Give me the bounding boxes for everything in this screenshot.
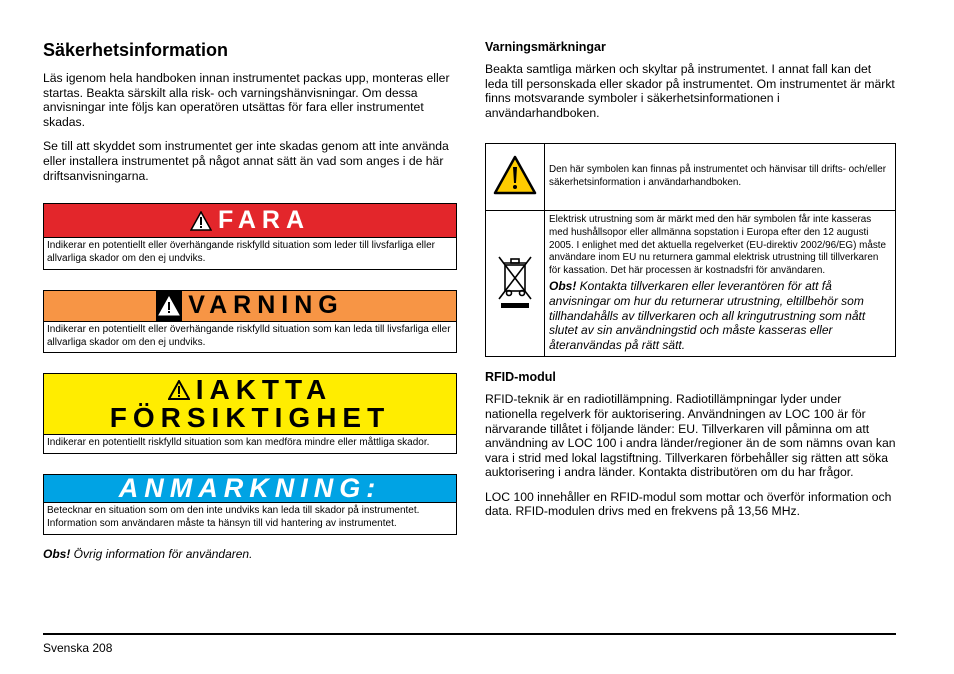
footer-page-number: 208 <box>92 641 113 655</box>
warning-text: Indikerar en potentiellt eller överhängande riskfylld situation som kan leda till livsfarliga eller allvarliga skador om den ej undviks. <box>44 321 456 353</box>
obs-label: Obs! <box>43 546 71 561</box>
notice-box <box>43 474 457 535</box>
warning-label: VARNING <box>188 291 344 320</box>
weee-crossed-bin-icon <box>495 251 535 311</box>
notice-label: ANMARKNING: <box>118 473 382 504</box>
obs-text: Övrig information för användaren. <box>70 546 253 561</box>
warning-labels-heading: Varningsmärkningar <box>485 40 606 54</box>
page-footer <box>43 633 896 655</box>
obs-label: Obs! <box>549 279 577 294</box>
left-column <box>43 38 457 561</box>
caution-text: Indikerar en potentiellt riskfylld situation som kan medföra mindre eller måttliga skador. <box>44 434 456 453</box>
notice-text: Betecknar en situation som om den inte undviks kan leda till skador på instrumentet. Information som användaren måste ta hänsyn till vid hantering av instrumentet. <box>44 502 456 534</box>
section-title: Säkerhetsinformation <box>43 40 229 60</box>
right-column <box>485 38 896 529</box>
danger-header <box>44 204 456 237</box>
symbol-description: Den här symbolen kan finnas på instrumentet och hänvisar till drifts- och/eller säkerhetsinformation i användarhandboken. <box>545 144 896 211</box>
caution-label-line1: IAKTTA <box>195 374 333 406</box>
obs-text: Kontakta tillverkaren eller leverantören för att få anvisningar om hur du returnerar utrustning, eltillbehör som tillhandahålls av tillverkaren och all kringutrustning som nått slutet av sin användningstid och måste kasseras eller återanvändas på rätt sätt. <box>549 279 866 352</box>
symbols-table <box>485 143 896 357</box>
caution-box <box>43 373 457 454</box>
danger-label: FARA <box>217 206 311 235</box>
warning-box <box>43 290 457 354</box>
intro-paragraph: Läs igenom hela handboken innan instrumentet packas upp, monteras eller startas. Beakta särskilt alla risk- och varningshänvisningar. Om dessa anvisningar inte följs kan operatören utsättas för fara eller instrumentet skadas. <box>43 71 450 129</box>
warning-triangle-icon <box>190 211 212 231</box>
warning-header <box>44 291 456 321</box>
protection-paragraph: Se till att skyddet som instrumentet ger inte skadas genom att inte använda eller installera instrumentet på något annat sätt än vad som anges i de här driftsanvisningarna. <box>43 139 449 183</box>
rfid-module-paragraph: LOC 100 innehåller en RFID-modul som mottar och överför information och data. RFID-modulen drivs med en frekvens på 13,56 MHz. <box>485 489 892 519</box>
footer-language: Svenska <box>43 641 90 655</box>
notice-header <box>44 475 456 502</box>
table-row <box>486 211 896 357</box>
danger-text: Indikerar en potentiellt eller överhängande riskfylld situation som leder till livsfarliga eller allvarliga skador om den ej undviks. <box>44 237 456 269</box>
rfid-heading: RFID-modul <box>485 370 556 385</box>
table-row <box>486 144 896 211</box>
warning-triangle-icon <box>158 296 180 316</box>
warning-labels-paragraph: Beakta samtliga märken och skyltar på instrumentet. I annat fall kan det leda till personskada eller skador på instrumentet. Om instrumentet är märkt finns motsvarande symboler i säkerhetsinformationen i användarhandboken. <box>485 62 895 120</box>
symbol-obs-note <box>549 279 891 352</box>
danger-box <box>43 203 457 270</box>
caution-header <box>44 374 456 434</box>
obs-note <box>43 547 457 561</box>
warning-triangle-icon <box>493 155 537 195</box>
symbol-description: Elektrisk utrustning som är märkt med den här symbolen får inte kasseras med hushållsopor eller allmänna sopstation i Europa efter den 12 augusti 2005. I enlighet med det aktuella regelverket (EU-direktiv 2002/96/EG) måste användare inom EU nu returnera gammal elektrisk utrustning till tillverkaren för kassation. Det här processen är kostnadsfri för användaren. <box>549 214 887 276</box>
caution-label-line2: FÖRSIKTIGHET <box>109 402 391 434</box>
rfid-paragraph: RFID-teknik är en radiotillämpning. Radiotillämpningar lyder under nationella regelverk för auktorisering. Användningen av LOC 100 är för närvarande tillåtet i följande länder: EU. Tillverkaren vill påminna om att användning av LOC 100 i andra länder/regioner än de som nämns ovan kan vara i strid med lokal lagstiftning. Tillverkaren förbehåller sig rätten att söka auktorisering i andra länder. Kontakta distributören om du har frågor. <box>485 392 896 480</box>
warning-triangle-icon <box>168 380 190 400</box>
